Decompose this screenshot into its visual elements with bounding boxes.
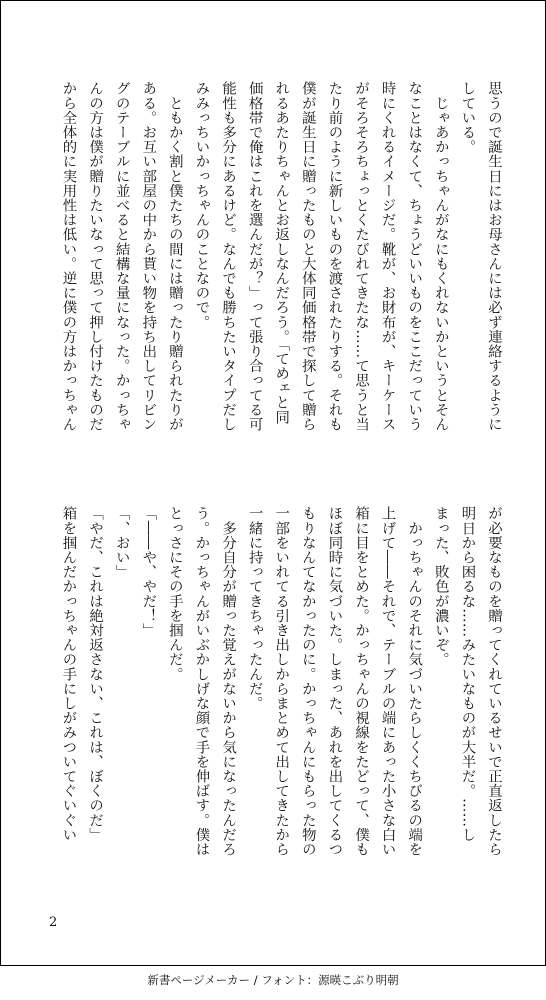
text-line: 箱に目をとめた。かっちゃんの視線をたどって、僕も (353, 506, 370, 857)
text-line: もりなんてなかったのに。かっちゃんにもらった物の (299, 506, 316, 857)
text-line: 一緒に持ってきちゃったんだ。 (246, 506, 263, 711)
text-line: グのテーブルに並べると結構な量になった。かっちゃ (113, 81, 130, 432)
text-line: 上げて――それで、テーブルの端にあった小さな白い (379, 506, 396, 857)
text-line: 「――や、やだ！」 (140, 506, 157, 638)
text-line: から全体的に実用性は低い。逆に僕の方はかっちゃん (60, 81, 77, 432)
text-line: たり前のように新しいものを渡されたりする。それも (326, 81, 343, 432)
text-line: ともかく割と僕たちの間には贈ったり贈られたりが (166, 81, 183, 432)
text-line: 多分自分が贈った覚えがないから気になったんだろ (220, 506, 237, 857)
footer-credit: 新書ページメーカー / フォント：源暎こぶり明朝 (147, 973, 399, 987)
text-line: ある。お互い部屋の中から貰い物を持ち出してリビン (140, 81, 157, 432)
text-line: 時にくれるイメージだ。靴が、お財布が、キーケース (379, 81, 396, 432)
text-line: みみっちいかっちゃんのことなので。 (193, 81, 210, 330)
text-block-top (37, 81, 507, 473)
text-line: 思うので誕生日にはお母さんには必ず連絡するように (486, 81, 502, 432)
text-line: かっちゃんのそれに気づいたらしくくちびるの端を (406, 506, 423, 857)
text-line: なことはなくて、ちょうどいいものをここだっていう (406, 81, 423, 432)
text-line: がそろそろちょっとくたびれてきたな……て思うと当 (353, 81, 370, 432)
text-line: う。かっちゃんがいぶかしげな顔で手を伸ばす。僕は (193, 506, 210, 857)
text-line: れるあたりちゃんとお返しなんだろう。「てめェと同 (273, 81, 290, 425)
page-number: 2 (49, 915, 58, 930)
text-line: んの方は僕が贈りたいなって思って押し付けたものだ (87, 81, 104, 432)
text-line: 価格帯で俺はこれを選んだが？」って張り合ってる可 (246, 81, 263, 432)
text-line: 能性も多分にあるけど。なんでも勝ちたいタイプだし (220, 81, 237, 432)
text-line: している。 (459, 81, 476, 154)
text-line: とっさにその手を掴んだ。 (166, 506, 183, 682)
text-line: じゃあかっちゃんがなにもくれないかというとそん (432, 81, 449, 432)
text-line: が必要なものを贈ってくれているせいで正直返したら (486, 506, 502, 857)
text-line: 一部をいれてる引き出しからまとめて出してきたから (273, 506, 290, 857)
text-block-bottom (37, 506, 507, 896)
text-line: 明日から困るな……みたいなものが大半だ。……し (459, 506, 476, 842)
text-line: 「、おい」 (113, 506, 130, 579)
text-line: 「やだ、これは絶対返さない、これは、ぼくのだ」 (87, 506, 104, 842)
text-line: 僕が誕生日に贈ったものと大体同価格帯で探して贈ら (299, 81, 316, 432)
text-line: ほぼ同時に気づいた。しまった、あれを出してくるつ (326, 506, 343, 857)
text-line: 箱を掴んだかっちゃんの手にしがみついてぐいぐい (60, 506, 77, 842)
text-line: まった、敗色が濃いぞ。 (432, 506, 449, 667)
